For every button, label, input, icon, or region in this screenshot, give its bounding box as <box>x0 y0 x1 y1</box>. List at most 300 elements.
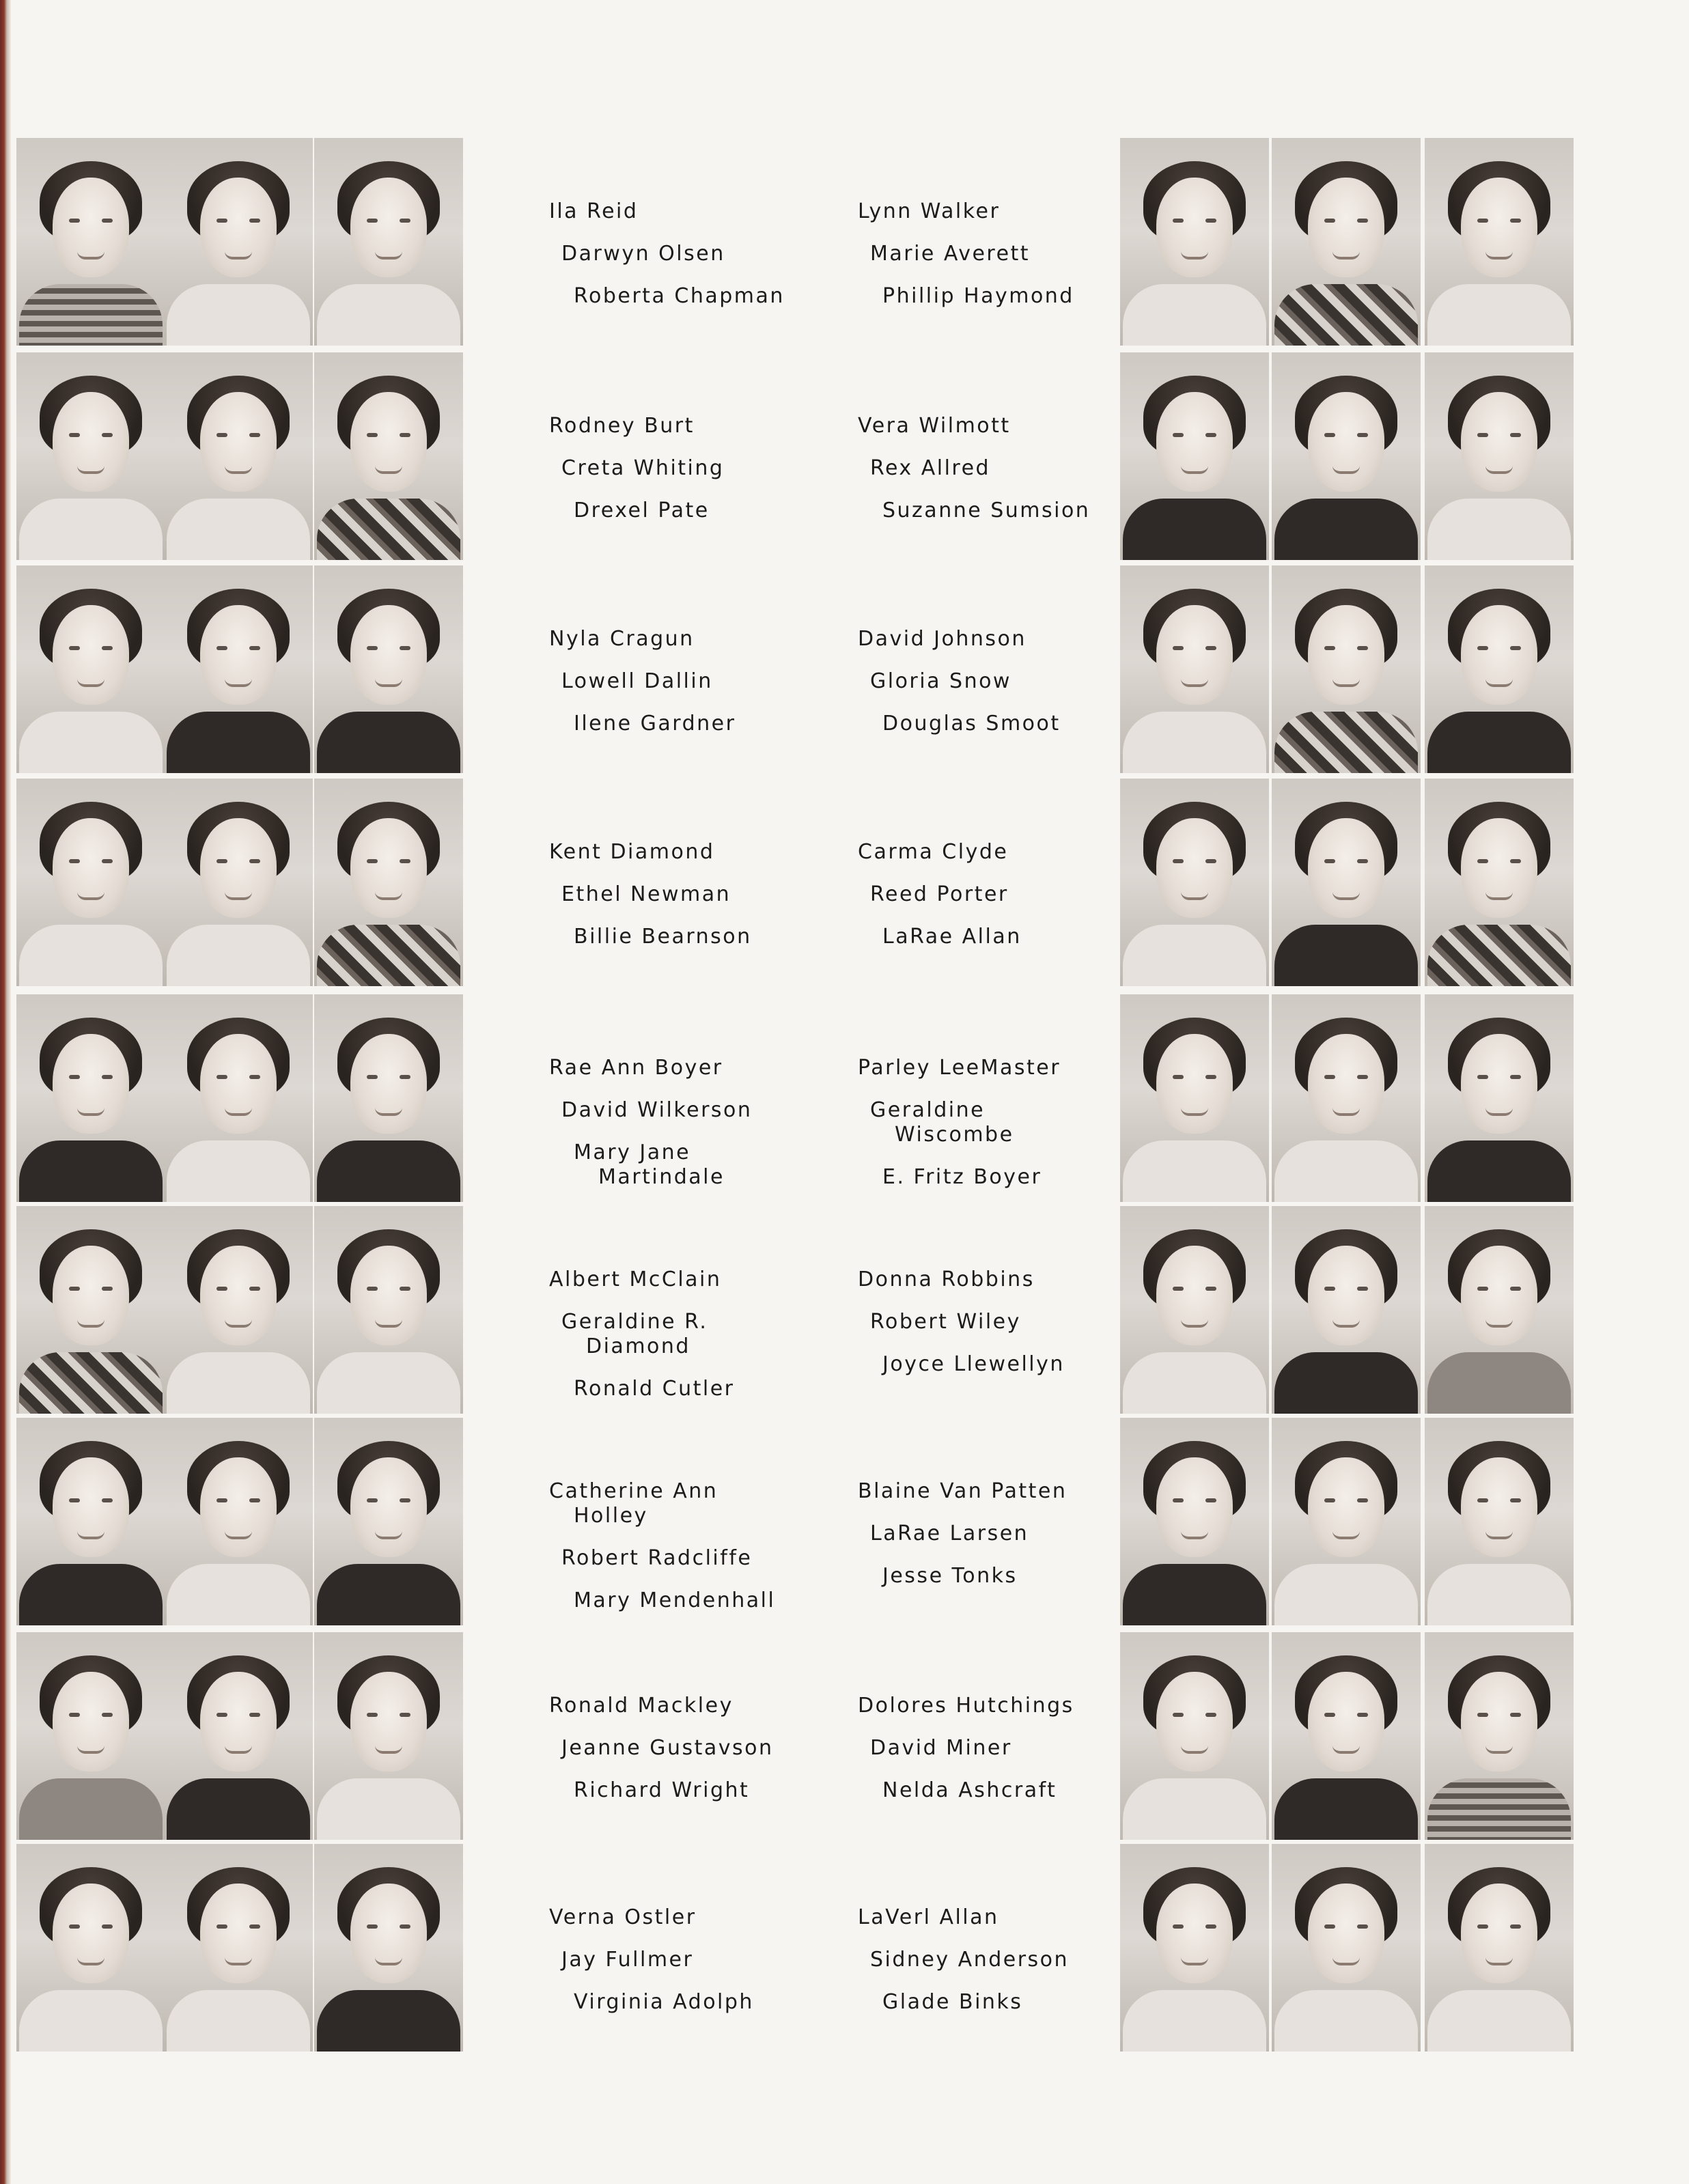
portrait-mouth <box>225 1531 252 1539</box>
portrait-eyes <box>1324 646 1368 650</box>
student-name: LaRae Allan <box>882 925 1022 949</box>
portrait-photo <box>1425 1206 1574 1414</box>
portrait-photo <box>1272 994 1421 1202</box>
student-name: Ronald Mackley <box>549 1694 734 1718</box>
portrait-photo <box>1425 565 1574 773</box>
portrait-photo <box>1272 1206 1421 1414</box>
portrait-face <box>200 1246 277 1345</box>
student-name: Suzanne Sumsion <box>882 499 1091 522</box>
portrait-eyes <box>1173 1498 1216 1502</box>
portrait-body <box>317 712 460 773</box>
portrait-face <box>350 1034 427 1134</box>
portrait-body <box>317 1352 460 1414</box>
portrait-mouth <box>375 679 402 687</box>
portrait-body <box>167 925 310 986</box>
portrait-face <box>1461 1457 1537 1557</box>
portrait-eyes <box>1477 219 1521 223</box>
portrait-mouth <box>1485 1746 1513 1754</box>
portrait-face <box>53 1884 129 1983</box>
portrait-eyes <box>367 433 410 437</box>
portrait-face <box>1156 1246 1233 1345</box>
portrait-eyes <box>1324 1924 1368 1929</box>
portrait-mouth <box>1485 679 1513 687</box>
portrait-body <box>1123 1140 1266 1202</box>
portrait-mouth <box>77 1531 104 1539</box>
portrait-photo <box>16 1418 165 1625</box>
portrait-mouth <box>1485 251 1513 260</box>
portrait-mouth <box>1181 466 1208 474</box>
portrait-body <box>1427 1140 1571 1202</box>
portrait-face <box>1461 818 1537 918</box>
portrait-eyes <box>1324 1713 1368 1717</box>
portrait-photo <box>164 138 313 346</box>
portrait-face <box>200 1672 277 1772</box>
portrait-eyes <box>217 219 260 223</box>
portrait-photo <box>1425 138 1574 346</box>
portrait-eyes <box>69 1713 113 1717</box>
portrait-mouth <box>1485 1957 1513 1965</box>
student-name: Roberta Chapman <box>574 284 785 308</box>
portrait-face <box>1308 392 1384 492</box>
portrait-eyes <box>1173 1287 1216 1291</box>
student-name: Sidney Anderson <box>870 1948 1070 1972</box>
student-name: Parley LeeMaster <box>858 1056 1061 1080</box>
portrait-eyes <box>217 1075 260 1079</box>
portrait-mouth <box>1181 1957 1208 1965</box>
portrait-eyes <box>1477 1287 1521 1291</box>
portrait-body <box>1427 1352 1571 1414</box>
portrait-photo <box>164 1418 313 1625</box>
student-name: Glade Binks <box>882 1990 1023 2014</box>
portrait-face <box>1308 178 1384 277</box>
portrait-mouth <box>77 1746 104 1754</box>
portrait-photo <box>16 1844 165 2052</box>
student-name: Joyce Llewellyn <box>882 1352 1065 1376</box>
student-name: Drexel Pate <box>574 499 710 522</box>
portrait-eyes <box>367 1924 410 1929</box>
portrait-eyes <box>367 1713 410 1717</box>
portrait-face <box>350 1672 427 1772</box>
portrait-face <box>1461 392 1537 492</box>
portrait-body <box>1427 712 1571 773</box>
portrait-photo <box>314 1206 463 1414</box>
portrait-mouth <box>1332 679 1360 687</box>
portrait-face <box>1308 1457 1384 1557</box>
portrait-eyes <box>1173 1713 1216 1717</box>
student-name: Billie Bearnson <box>574 925 752 949</box>
portrait-photo <box>1120 1632 1269 1840</box>
portrait-face <box>350 605 427 705</box>
portrait-mouth <box>375 1746 402 1754</box>
student-name: Jeanne Gustavson <box>561 1736 774 1760</box>
student-name: Nelda Ashcraft <box>882 1778 1057 1802</box>
student-name-continuation: Holley <box>574 1504 648 1528</box>
portrait-eyes <box>217 1713 260 1717</box>
student-name: Kent Diamond <box>549 840 715 864</box>
portrait-photo <box>1272 138 1421 346</box>
portrait-mouth <box>225 1957 252 1965</box>
portrait-body <box>1123 1352 1266 1414</box>
student-name: Virginia Adolph <box>574 1990 754 2014</box>
portrait-mouth <box>225 1746 252 1754</box>
portrait-photo <box>1425 352 1574 560</box>
portrait-face <box>1461 1246 1537 1345</box>
portrait-photo <box>1120 779 1269 986</box>
portrait-mouth <box>1332 1746 1360 1754</box>
portrait-mouth <box>1485 466 1513 474</box>
portrait-body <box>167 1352 310 1414</box>
portrait-mouth <box>1485 1531 1513 1539</box>
portrait-photo <box>1120 1418 1269 1625</box>
portrait-body <box>167 499 310 560</box>
portrait-face <box>53 818 129 918</box>
portrait-mouth <box>1181 1108 1208 1116</box>
portrait-eyes <box>69 219 113 223</box>
student-name: Catherine Ann <box>549 1479 718 1503</box>
portrait-body <box>1274 1564 1418 1625</box>
portrait-photo <box>164 1632 313 1840</box>
student-name: Reed Porter <box>870 882 1009 906</box>
portrait-mouth <box>375 1531 402 1539</box>
portrait-photo <box>1425 1632 1574 1840</box>
student-name: David Miner <box>870 1736 1012 1760</box>
student-name: Richard Wright <box>574 1778 750 1802</box>
portrait-body <box>1123 499 1266 560</box>
portrait-eyes <box>69 1498 113 1502</box>
portrait-mouth <box>77 679 104 687</box>
student-name: Rae Ann Boyer <box>549 1056 723 1080</box>
student-name: Lowell Dallin <box>561 669 713 693</box>
student-name: E. Fritz Boyer <box>882 1165 1042 1189</box>
portrait-mouth <box>1181 1746 1208 1754</box>
portrait-mouth <box>1181 892 1208 900</box>
student-name: Douglas Smoot <box>882 712 1061 736</box>
portrait-face <box>53 1457 129 1557</box>
portrait-eyes <box>1477 1713 1521 1717</box>
portrait-face <box>53 178 129 277</box>
portrait-body <box>1123 925 1266 986</box>
portrait-face <box>200 1457 277 1557</box>
student-name: David Wilkerson <box>561 1098 753 1122</box>
portrait-eyes <box>1173 1924 1216 1929</box>
portrait-photo <box>1272 1632 1421 1840</box>
portrait-mouth <box>225 679 252 687</box>
portrait-eyes <box>1324 1287 1368 1291</box>
portrait-face <box>1308 818 1384 918</box>
portrait-face <box>1156 178 1233 277</box>
portrait-photo <box>16 1206 165 1414</box>
portrait-face <box>1156 818 1233 918</box>
portrait-eyes <box>1477 859 1521 863</box>
portrait-face <box>1461 1034 1537 1134</box>
portrait-face <box>350 1246 427 1345</box>
portrait-photo <box>1120 1844 1269 2052</box>
portrait-photo <box>1120 994 1269 1202</box>
student-name-continuation: Wiscombe <box>895 1123 1014 1147</box>
student-name: Robert Wiley <box>870 1310 1021 1334</box>
portrait-body <box>1427 1990 1571 2052</box>
portrait-face <box>53 1034 129 1134</box>
portrait-photo <box>314 994 463 1202</box>
student-name: Ethel Newman <box>561 882 731 906</box>
student-name: Gloria Snow <box>870 669 1011 693</box>
portrait-eyes <box>1477 1498 1521 1502</box>
portrait-body <box>1123 1564 1266 1625</box>
student-name: Albert McClain <box>549 1268 722 1291</box>
portrait-eyes <box>217 1287 260 1291</box>
portrait-mouth <box>225 251 252 260</box>
portrait-face <box>350 818 427 918</box>
portrait-mouth <box>1332 1957 1360 1965</box>
student-name: Mary Jane <box>574 1140 691 1164</box>
portrait-eyes <box>1324 1498 1368 1502</box>
portrait-mouth <box>1332 466 1360 474</box>
portrait-body <box>167 1778 310 1840</box>
portrait-photo <box>1272 779 1421 986</box>
student-name: Carma Clyde <box>858 840 1009 864</box>
student-name: Marie Averett <box>870 242 1031 266</box>
portrait-face <box>1156 1884 1233 1983</box>
student-name: Geraldine <box>870 1098 986 1122</box>
portrait-body <box>19 1352 163 1414</box>
portrait-eyes <box>1173 219 1216 223</box>
portrait-photo <box>164 1206 313 1414</box>
portrait-mouth <box>1332 1319 1360 1328</box>
portrait-body <box>19 925 163 986</box>
portrait-face <box>350 392 427 492</box>
portrait-mouth <box>1332 1531 1360 1539</box>
portrait-face <box>350 1457 427 1557</box>
portrait-body <box>1274 1352 1418 1414</box>
student-name: Blaine Van Patten <box>858 1479 1067 1503</box>
portrait-eyes <box>367 859 410 863</box>
portrait-body <box>167 1564 310 1625</box>
portrait-face <box>200 818 277 918</box>
portrait-body <box>19 1990 163 2052</box>
portrait-mouth <box>1181 1319 1208 1328</box>
portrait-body <box>19 712 163 773</box>
portrait-mouth <box>1332 1108 1360 1116</box>
portrait-body <box>1427 499 1571 560</box>
portrait-body <box>1427 284 1571 346</box>
portrait-eyes <box>1324 219 1368 223</box>
portrait-eyes <box>1173 1075 1216 1079</box>
portrait-mouth <box>1181 251 1208 260</box>
portrait-mouth <box>77 251 104 260</box>
portrait-photo <box>1272 565 1421 773</box>
portrait-mouth <box>225 466 252 474</box>
portrait-photo <box>1272 1844 1421 2052</box>
portrait-mouth <box>77 466 104 474</box>
portrait-photo <box>1425 994 1574 1202</box>
student-name: Dolores Hutchings <box>858 1694 1074 1718</box>
portrait-mouth <box>225 892 252 900</box>
portrait-face <box>1156 605 1233 705</box>
portrait-face <box>53 605 129 705</box>
portrait-body <box>1427 925 1571 986</box>
portrait-face <box>53 1672 129 1772</box>
portrait-body <box>167 712 310 773</box>
portrait-photo <box>164 565 313 773</box>
portrait-face <box>1461 605 1537 705</box>
portrait-body <box>1427 1778 1571 1840</box>
portrait-mouth <box>375 1957 402 1965</box>
portrait-body <box>167 284 310 346</box>
portrait-mouth <box>1181 679 1208 687</box>
portrait-body <box>1123 1990 1266 2052</box>
portrait-face <box>1156 1457 1233 1557</box>
student-name: Mary Mendenhall <box>574 1588 776 1612</box>
student-name: Lynn Walker <box>858 199 1001 223</box>
portrait-body <box>19 499 163 560</box>
portrait-mouth <box>77 1957 104 1965</box>
portrait-mouth <box>1485 1319 1513 1328</box>
portrait-photo <box>314 1632 463 1840</box>
portrait-mouth <box>375 892 402 900</box>
portrait-mouth <box>375 1319 402 1328</box>
portrait-body <box>1274 1990 1418 2052</box>
portrait-photo <box>314 352 463 560</box>
student-name: Jesse Tonks <box>882 1564 1018 1588</box>
portrait-photo <box>314 1844 463 2052</box>
portrait-body <box>317 1140 460 1202</box>
portrait-body <box>317 1564 460 1625</box>
portrait-face <box>200 1884 277 1983</box>
portrait-body <box>167 1140 310 1202</box>
portrait-photo <box>1272 1418 1421 1625</box>
portrait-eyes <box>367 219 410 223</box>
portrait-eyes <box>1324 1075 1368 1079</box>
portrait-body <box>1123 284 1266 346</box>
portrait-eyes <box>1324 859 1368 863</box>
student-name: Verna Ostler <box>549 1905 697 1929</box>
portrait-body <box>1427 1564 1571 1625</box>
portrait-eyes <box>69 646 113 650</box>
student-name: David Johnson <box>858 627 1027 651</box>
portrait-eyes <box>1477 646 1521 650</box>
portrait-body <box>317 284 460 346</box>
portrait-photo <box>164 1844 313 2052</box>
portrait-body <box>1274 1778 1418 1840</box>
portrait-photo <box>314 779 463 986</box>
portrait-eyes <box>1477 1924 1521 1929</box>
portrait-eyes <box>217 1924 260 1929</box>
student-name: Rodney Burt <box>549 414 695 438</box>
portrait-eyes <box>69 1924 113 1929</box>
portrait-photo <box>1120 352 1269 560</box>
portrait-photo <box>16 1632 165 1840</box>
portrait-photo <box>314 1418 463 1625</box>
portrait-mouth <box>1181 1531 1208 1539</box>
portrait-face <box>1156 392 1233 492</box>
student-name: Rex Allred <box>870 456 991 480</box>
portrait-body <box>1123 1778 1266 1840</box>
portrait-eyes <box>1173 646 1216 650</box>
portrait-mouth <box>225 1108 252 1116</box>
portrait-mouth <box>225 1319 252 1328</box>
portrait-mouth <box>375 251 402 260</box>
portrait-face <box>1308 1246 1384 1345</box>
portrait-body <box>1274 925 1418 986</box>
student-name: LaVerl Allan <box>858 1905 999 1929</box>
student-name: Creta Whiting <box>561 456 725 480</box>
portrait-mouth <box>77 892 104 900</box>
portrait-eyes <box>69 1287 113 1291</box>
portrait-body <box>19 1564 163 1625</box>
portrait-face <box>1308 605 1384 705</box>
portrait-photo <box>164 779 313 986</box>
portrait-photo <box>16 779 165 986</box>
portrait-body <box>317 1778 460 1840</box>
portrait-photo <box>1120 1206 1269 1414</box>
portrait-eyes <box>217 859 260 863</box>
portrait-body <box>19 1778 163 1840</box>
portrait-body <box>317 1990 460 2052</box>
portrait-photo <box>1425 1844 1574 2052</box>
book-spine-edge <box>0 0 11 2184</box>
student-name: Vera Wilmott <box>858 414 1011 438</box>
portrait-mouth <box>375 466 402 474</box>
portrait-face <box>350 1884 427 1983</box>
portrait-eyes <box>1477 1075 1521 1079</box>
portrait-body <box>19 1140 163 1202</box>
portrait-photo <box>1272 352 1421 560</box>
portrait-eyes <box>367 1075 410 1079</box>
portrait-body <box>1274 284 1418 346</box>
student-name: Ilene Gardner <box>574 712 736 736</box>
portrait-body <box>1123 712 1266 773</box>
portrait-eyes <box>69 859 113 863</box>
student-name-continuation: Diamond <box>586 1334 690 1358</box>
portrait-face <box>200 1034 277 1134</box>
portrait-face <box>1308 1672 1384 1772</box>
portrait-body <box>317 499 460 560</box>
student-name: Jay Fullmer <box>561 1948 694 1972</box>
portrait-eyes <box>217 646 260 650</box>
student-name: Nyla Cragun <box>549 627 695 651</box>
portrait-face <box>200 178 277 277</box>
portrait-photo <box>16 994 165 1202</box>
portrait-eyes <box>217 1498 260 1502</box>
portrait-photo <box>1120 565 1269 773</box>
portrait-photo <box>164 352 313 560</box>
portrait-photo <box>314 565 463 773</box>
portrait-photo <box>1425 779 1574 986</box>
portrait-body <box>1274 1140 1418 1202</box>
portrait-face <box>1156 1672 1233 1772</box>
portrait-face <box>53 392 129 492</box>
student-name: Geraldine R. <box>561 1310 708 1334</box>
student-name: Ila Reid <box>549 199 639 223</box>
portrait-face <box>53 1246 129 1345</box>
portrait-photo <box>16 352 165 560</box>
student-name: Phillip Haymond <box>882 284 1074 308</box>
student-name: Robert Radcliffe <box>561 1546 753 1570</box>
portrait-eyes <box>69 1075 113 1079</box>
portrait-photo <box>314 138 463 346</box>
portrait-face <box>200 392 277 492</box>
portrait-photo <box>1120 138 1269 346</box>
portrait-mouth <box>1332 892 1360 900</box>
portrait-face <box>1461 178 1537 277</box>
portrait-eyes <box>217 433 260 437</box>
student-name: Darwyn Olsen <box>561 242 725 266</box>
portrait-face <box>1308 1884 1384 1983</box>
student-name: Ronald Cutler <box>574 1377 735 1401</box>
portrait-mouth <box>77 1319 104 1328</box>
portrait-face <box>1461 1884 1537 1983</box>
portrait-face <box>350 178 427 277</box>
